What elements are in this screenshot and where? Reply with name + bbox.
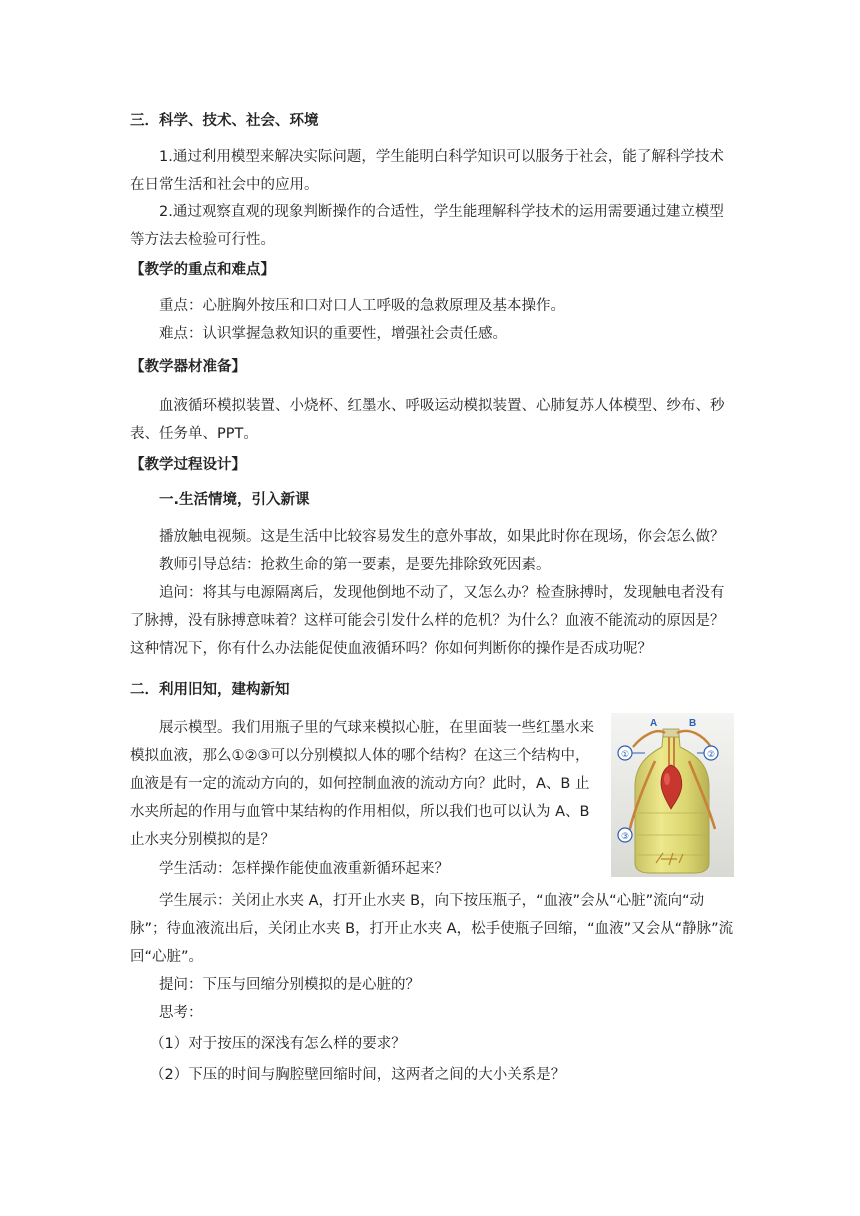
- sts-item-2: 2.通过观察直观的现象判断操作的合适性，学生能理解科学技术的运用需要通过建立模型等方法去检验可行性。: [130, 204, 724, 248]
- part2-paragraph-3: 学生展示：关闭止水夹 A，打开止水夹 B，向下按压瓶子，“血液”会从“心脏”流向“动脉”；待血液流出后，关闭止水夹 B，打开止水夹 A，松手使瓶子回缩，“血液”又会从“静脉”流回“心脏”。: [130, 893, 734, 965]
- part1-heading: 一.生活情境，引入新课: [159, 492, 310, 508]
- part1-paragraph-3: 追问：将其与电源隔离后，发现他倒地不动了，又怎么办？检查脉搏时，发现触电者没有了脉搏，没有脉搏意味着？这样可能会引发什么样的危机？为什么？血液不能流动的原因是？这种情况下，你有什么办法能促使血液循环吗？你如何判断你的操作是否成功呢？: [130, 585, 725, 657]
- section-heading-sts: 三．科学、技术、社会、环境: [130, 113, 319, 129]
- heart-model-photo: [611, 713, 734, 877]
- process-heading: 【教学过程设计】: [130, 457, 246, 473]
- focus-difficult-point: 难点：认识掌握急救知识的重要性，增强社会责任感。: [159, 326, 507, 342]
- question-1: （1）对于按压的深浅有怎么样的要求？: [150, 1036, 406, 1052]
- part2-paragraph-1: 展示模型。我们用瓶子里的气球来模拟心脏，在里面装一些红墨水来模拟血液，那么①②③可以分别模拟人体的哪个结构？在这三个结构中，血液是有一定的流动方向的，如何控制血液的流动方向？此时，A、B 止水夹所起的作用与血管中某结构的作用相似，所以我们也可以认为 A、B 止水夹分别模拟的是？: [130, 720, 594, 848]
- part2-paragraph-4: 提问：下压与回缩分别模拟的是心脏的？: [159, 977, 420, 993]
- part1-paragraph-1: 播放触电视频。这是生活中比较容易发生的意外事故，如果此时你在现场，你会怎么做？: [159, 529, 725, 545]
- question-2: （2）下压的时间与胸腔壁回缩时间，这两者之间的大小关系是？: [150, 1067, 566, 1083]
- label-b: B: [689, 718, 697, 729]
- materials-heading: 【教学器材准备】: [130, 359, 246, 375]
- label-2: ②: [706, 750, 716, 760]
- part2-paragraph-2: 学生活动：怎样操作能使血液重新循环起来？: [159, 861, 449, 877]
- part2-paragraph-5: 思考：: [159, 1005, 203, 1021]
- sts-item-1: 1.通过利用模型来解决实际问题，学生能明白科学知识可以服务于社会，能了解科学技术在日常生活和社会中的应用。: [130, 149, 724, 193]
- label-a: A: [650, 718, 658, 729]
- focus-heading: 【教学的重点和难点】: [130, 262, 275, 278]
- part2-heading: 二．利用旧知，建构新知: [130, 682, 290, 698]
- label-3: ③: [620, 832, 630, 842]
- part1-paragraph-2: 教师引导总结：抢救生命的第一要素，是要先排除致死因素。: [159, 557, 551, 573]
- materials-list: 血液循环模拟装置、小烧杯、红墨水、呼吸运动模拟装置、心肺复苏人体模型、纱布、秒表、任务单、PPT。: [130, 398, 725, 442]
- focus-key-point: 重点：心脏胸外按压和口对口人工呼吸的急救原理及基本操作。: [159, 298, 565, 314]
- label-1: ①: [620, 750, 630, 760]
